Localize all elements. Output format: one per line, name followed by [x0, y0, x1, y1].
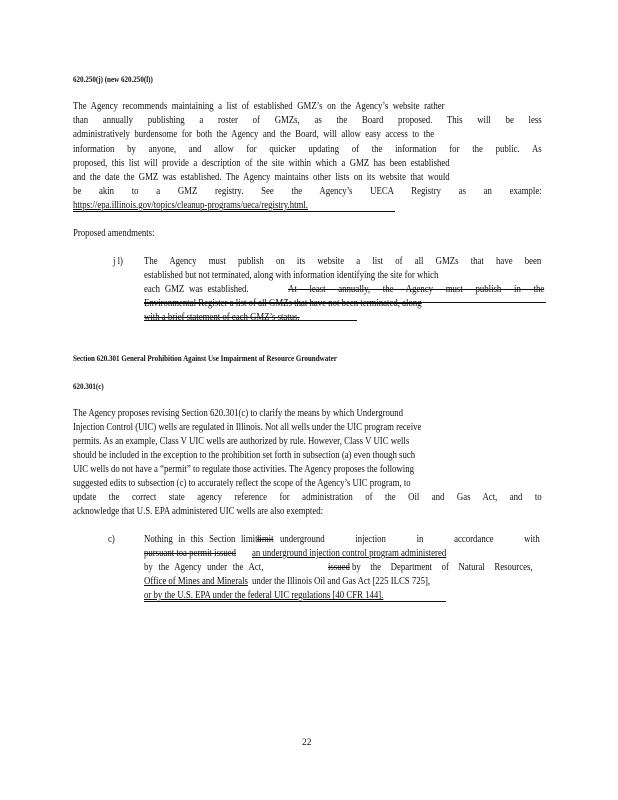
amendment-marker: c): [108, 534, 115, 545]
paragraph-line: UIC wells do not have a “permit” to regulate those activities. The Agency proposes the following: [73, 464, 414, 475]
paragraph-line: and the date the GMZ was established. The Agency maintains other lists on its website that would: [73, 172, 450, 183]
paragraph-line: update the correct state agency reference for administration of the Oil and Gas Act, and to: [73, 492, 542, 503]
paragraph-line: should be included in the exception to the prohibition set forth in subsection (a) even though such: [73, 450, 416, 461]
amendment-line-deleted: with a brief statement of each GMZ’s status.: [144, 312, 300, 323]
amendment-text: by the Department of Natural Resources,: [352, 562, 533, 573]
amendment-text-inserted: or by the U.S. EPA under the federal UIC regulations [40 CFR 144].: [144, 590, 384, 601]
amendment-text-deleted: issued: [328, 562, 350, 573]
amendment-text: by the Agency under the Act,: [144, 562, 264, 573]
underline-rule: [144, 302, 546, 303]
section-heading-620-250j: 620.250(j) (new 620.250(l)): [73, 74, 153, 84]
paragraph-line: The Agency proposes revising Section 620.301(c) to clarify the means by which Underground: [73, 408, 404, 419]
paragraph-line: be akin to a GMZ registry. See the Agency’s UECA Registry as an example:: [73, 186, 542, 197]
amendment-line-deleted: At least annually, the Agency must publish in the: [288, 284, 545, 295]
paragraph-line: information by anyone, and allow for quicker updating of the information for the public. As: [73, 144, 542, 155]
amendment-line-inserted: each GMZ was established.: [144, 284, 249, 295]
proposed-amendments-label: Proposed amendments:: [73, 228, 155, 239]
amendment-line: The Agency must publish on its website a list of all GMZs that have been: [144, 256, 542, 267]
amendment-text-inserted: Office of Mines and Minerals: [144, 576, 248, 587]
amendment-text-deleted: limit: [257, 534, 274, 545]
paragraph-line: suggested edits to subsection (c) to accurately reflect the scope of the Agency’s UIC program, to: [73, 478, 411, 489]
paragraph-line: proposed, this list will provide a description of the site within which a GMZ has been established: [73, 158, 450, 169]
paragraph-line: administratively burdensome for both the Agency and the Board, will allow easy access to the: [73, 129, 435, 140]
paragraph-line: permits. As an example, Class V UIC wells are authorized by rule. However, Class V UIC wells: [73, 436, 410, 447]
underline-rule: [144, 320, 357, 321]
amendment-text: Nothing in this Section limits: [144, 534, 261, 545]
subsection-heading-620-301c: 620.301(c): [73, 381, 104, 391]
paragraph-line: Injection Control (UIC) wells are regulated in Illinois. Not all wells under the UIC program receive: [73, 422, 422, 433]
amendment-text-deleted: a permit issued: [183, 548, 237, 559]
amendment-text-inserted: an underground injection control program administered: [252, 548, 447, 559]
amendment-marker: j l): [113, 256, 123, 267]
paragraph-line: than annually publishing a roster of GMZs, as the Board proposed. This will be less: [73, 115, 542, 126]
underline-rule: [73, 211, 395, 212]
section-heading-620-301: Section 620.301 General Prohibition Against Use Impairment of Resource Groundwater: [73, 353, 337, 363]
amendment-text-deleted: pursuant to: [144, 548, 184, 559]
amendment-line-deleted: Environmental Register a list of all GMZs that have not been terminated, along: [144, 298, 422, 309]
paragraph-line: The Agency recommends maintaining a list of established GMZ’s on the Agency’s website rather: [73, 101, 445, 112]
page-number: 22: [302, 738, 312, 748]
ueca-registry-link[interactable]: https://epa.illinois.gov/topics/cleanup-programs/ueca/registry.html.: [73, 200, 308, 211]
paragraph-line: acknowledge that U.S. EPA administered UIC wells are also exempted:: [73, 506, 324, 517]
amendment-text: underground injection in accordance with: [280, 534, 540, 545]
amendment-line: established but not terminated, along with information identifying the site for which: [144, 270, 439, 281]
amendment-text: under the Illinois Oil and Gas Act [225 ILCS 725],: [252, 576, 431, 587]
underline-rule: [144, 601, 446, 602]
